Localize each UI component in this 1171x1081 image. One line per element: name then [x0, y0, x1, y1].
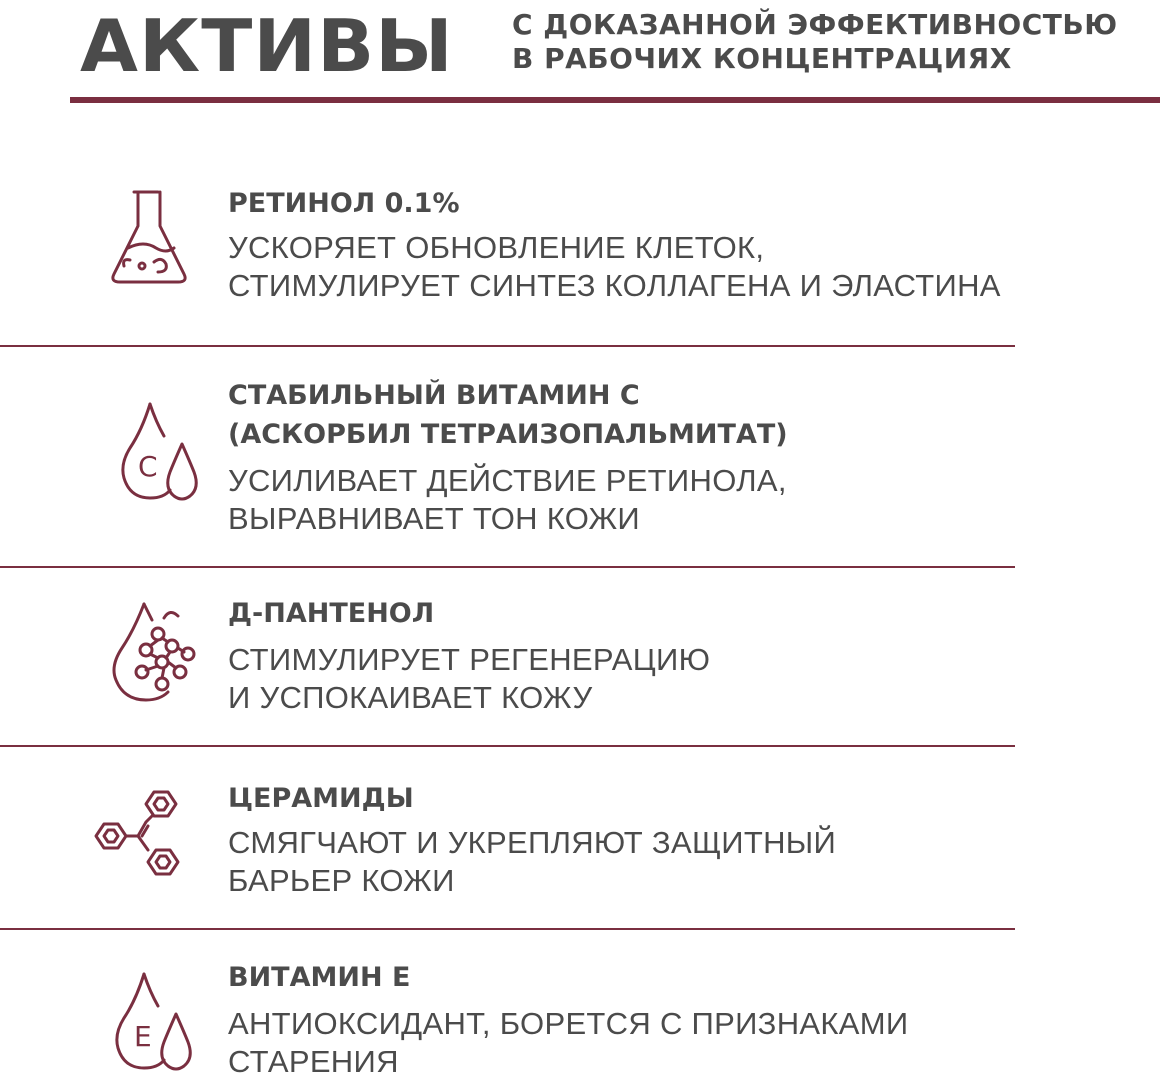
item-title: РЕТИНОЛ 0.1%	[228, 188, 460, 219]
item-desc-line-1: УСКОРЯЕТ ОБНОВЛЕНИЕ КЛЕТОК,	[228, 230, 765, 265]
item-title: ВИТАМИН Е	[228, 962, 411, 993]
item-desc-line-1: УСИЛИВАЕТ ДЕЙСТВИЕ РЕТИНОЛА,	[228, 463, 787, 498]
page-title: АКТИВЫ	[80, 4, 454, 88]
subtitle-line-1: С ДОКАЗАННОЙ ЭФФЕКТИВНОСТЬЮ	[512, 8, 1118, 41]
item-desc-line-1: СМЯГЧАЮТ И УКРЕПЛЯЮТ ЗАЩИТНЫЙ	[228, 825, 837, 860]
section-divider	[0, 745, 1015, 747]
header	[0, 0, 1171, 110]
item-desc-line-2: СТАРЕНИЯ	[228, 1044, 399, 1079]
section-divider	[0, 345, 1015, 347]
item-desc-line-2: И УСПОКАИВАЕТ КОЖУ	[228, 680, 593, 715]
section-divider	[0, 566, 1015, 568]
item-desc-line-1: АНТИОКСИДАНТ, БОРЕТСЯ С ПРИЗНАКАМИ	[228, 1006, 909, 1041]
item-title-line-2: (АСКОРБИЛ ТЕТРАИЗОПАЛЬМИТАТ)	[228, 419, 788, 450]
item-desc-line-2: СТИМУЛИРУЕТ СИНТЕЗ КОЛЛАГЕНА И ЭЛАСТИНА	[228, 268, 1001, 303]
item-desc-line-1: СТИМУЛИРУЕТ РЕГЕНЕРАЦИЮ	[228, 642, 711, 677]
item-desc-line-2: БАРЬЕР КОЖИ	[228, 863, 455, 898]
item-title: Д-ПАНТЕНОЛ	[228, 598, 435, 629]
item-desc-line-2: ВЫРАВНИВАЕТ ТОН КОЖИ	[228, 501, 640, 536]
vitamin-c-letter: C	[138, 450, 158, 483]
vitamin-c-drop-icon	[112, 400, 222, 510]
flask-icon	[100, 182, 210, 292]
header-divider	[70, 97, 1160, 103]
molecule-drop-icon	[106, 600, 216, 710]
benzene-rings-icon	[94, 786, 204, 896]
page-subtitle	[512, 8, 1118, 76]
subtitle-line-2: В РАБОЧИХ КОНЦЕНТРАЦИЯХ	[512, 42, 1012, 75]
vitamin-e-letter: E	[134, 1020, 152, 1053]
item-title-line-1: СТАБИЛЬНЫЙ ВИТАМИН С	[228, 380, 640, 411]
vitamin-e-drop-icon	[104, 970, 214, 1080]
item-title: ЦЕРАМИДЫ	[228, 783, 414, 814]
section-divider	[0, 928, 1015, 930]
